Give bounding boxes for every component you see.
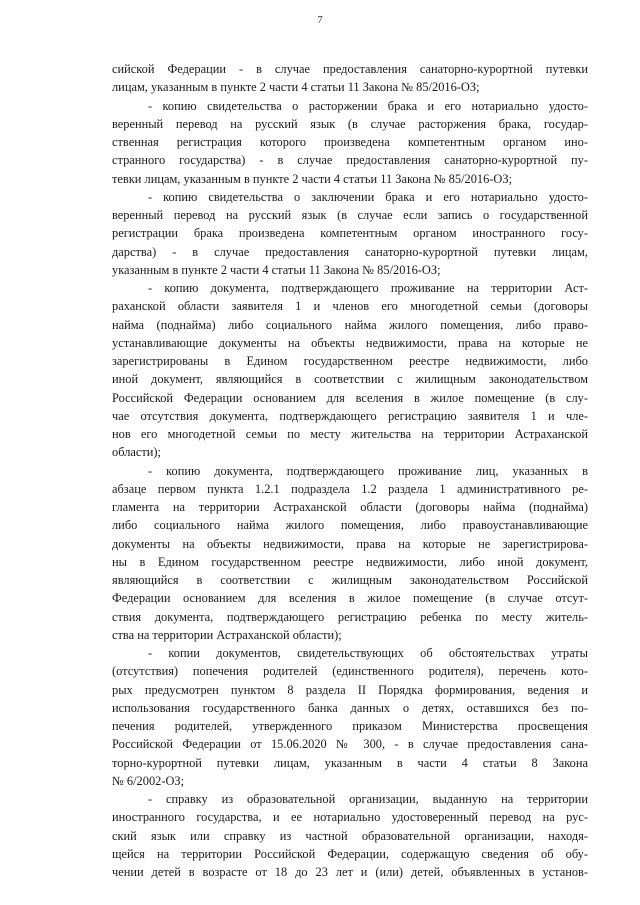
- text-line: иной документ, являющийся в соответствии с жилищным законодательством: [112, 372, 588, 387]
- text-line: странного государства) - в случае предоставления санаторно-курортной пу-: [112, 153, 588, 168]
- paragraph: [112, 790, 588, 881]
- paragraph: [112, 188, 588, 279]
- text-line: чае отсутствия документа, подтверждающего регистрацию заявителя 1 и чле-: [112, 408, 588, 423]
- text-line: чении детей в возрасте от 18 до 23 лет и (или) детей, объявленных в установ-: [112, 865, 588, 879]
- text-line: ствия документа, подтверждающего регистрацию ребенка по месту житель-: [112, 609, 588, 624]
- text-line: раханской области заявителя 1 и членов его многодетной семьи (договоры: [112, 299, 588, 314]
- text-line: торно-курортной путевки лицам, указанным в части 4 статьи 8 Закона: [112, 755, 588, 770]
- paragraph: [112, 60, 588, 97]
- text-line: найма (поднайма) либо социального найма жилого помещения, либо право-: [112, 317, 588, 332]
- text-line: Российской Федерации от 15.06.2020 № 300, - в случае предоставления сана-: [112, 737, 588, 752]
- text-line: устанавливающие документы на объекты недвижимости, права на которые не: [112, 335, 588, 350]
- text-line: тевки лицам, указанным в пункте 2 части 4 статьи 11 Закона № 85/2016-ОЗ;: [112, 171, 513, 186]
- text-line: лицам, указанным в пункте 2 части 4 статьи 11 Закона № 85/2016-ОЗ;: [112, 80, 480, 95]
- text-line: - копии документов, свидетельствующих об обстоятельствах утраты: [148, 646, 588, 660]
- text-line: нов его многодетной семьи по месту жительства на территории Астраханской: [112, 427, 588, 441]
- text-line: - копию документа, подтверждающего проживание лиц, указанных в: [148, 463, 588, 478]
- text-line: - копию свидетельства о заключении брака и его нотариально удосто-: [148, 189, 588, 204]
- document-body: [112, 60, 588, 881]
- text-line: рых предусмотрен пунктом 8 раздела II Порядка формирования, ведения и: [112, 682, 588, 697]
- text-line: веренный перевод на русский язык (в случае если запись о государственной: [112, 208, 588, 222]
- text-line: Российской Федерации основанием для вселения в жилое помещение (в слу-: [112, 390, 588, 405]
- text-line: зарегистрированы в Едином государственном реестре недвижимости, либо: [112, 354, 588, 368]
- text-line: документы на объекты недвижимости, права на которые не зарегистрирова-: [112, 536, 588, 551]
- text-line: - копию документа, подтверждающего проживание на территории Аст-: [148, 281, 588, 295]
- text-line: печения родителей, утвержденного приказом Министерства просвещения: [112, 719, 588, 733]
- page-number: 7: [317, 14, 323, 26]
- paragraph: [112, 462, 588, 645]
- text-line: либо социального найма жилого помещения, либо правоустанавливающие: [112, 518, 588, 533]
- paragraph: [112, 279, 588, 462]
- text-line: гламента на территории Астраханской области (договоры найма (поднайма): [112, 500, 588, 514]
- text-line: - копию свидетельства о расторжении брака и его нотариально удосто-: [148, 98, 588, 113]
- text-line: использования государственного банка данных о детях, оставшихся без по-: [112, 700, 588, 715]
- text-line: регистрации брака произведена компетентным органом иностранного госу-: [112, 226, 588, 241]
- text-line: области);: [112, 445, 161, 460]
- text-line: абзаце первом пункта 1.2.1 подраздела 1.2 раздела 1 административного ре-: [112, 481, 588, 496]
- paragraph: [112, 644, 588, 790]
- text-line: ственная регистрация которого произведена компетентным органом ино-: [112, 135, 588, 149]
- text-line: указанным в пункте 2 части 4 статьи 11 Закона № 85/2016-ОЗ;: [112, 262, 441, 277]
- paragraph: [112, 97, 588, 188]
- text-line: сийской Федерации - в случае предоставления санаторно-курортной путевки: [112, 62, 588, 76]
- text-line: № 6/2002-ОЗ;: [112, 773, 185, 788]
- text-line: ский язык или справку из частной образовательной организации, находя-: [112, 828, 588, 843]
- text-line: - справку из образовательной организации, выданную на территории: [148, 792, 588, 806]
- text-line: щейся на территории Российской Федерации, содержащую сведения об обу-: [112, 846, 588, 861]
- text-line: веренный перевод на русский язык (в случае расторжения брака, государ-: [112, 116, 588, 131]
- text-line: ства на территории Астраханской области);: [112, 627, 342, 642]
- text-line: Федерации основанием для вселения в жилое помещение (в случае отсут-: [112, 591, 588, 606]
- text-line: иностранного государства, и ее нотариально удостоверенный перевод на рус-: [112, 810, 588, 825]
- text-line: ны в Едином государственном реестре недвижимости, либо иной документ,: [112, 554, 588, 569]
- text-line: являющийся в соответствии с жилищным законодательством Российской: [112, 573, 588, 587]
- text-line: (отсутствия) попечения родителей (единственного родителя), перечень кото-: [112, 664, 588, 679]
- text-line: дарства) - в случае предоставления санаторно-курортной путевки лицам,: [112, 244, 588, 259]
